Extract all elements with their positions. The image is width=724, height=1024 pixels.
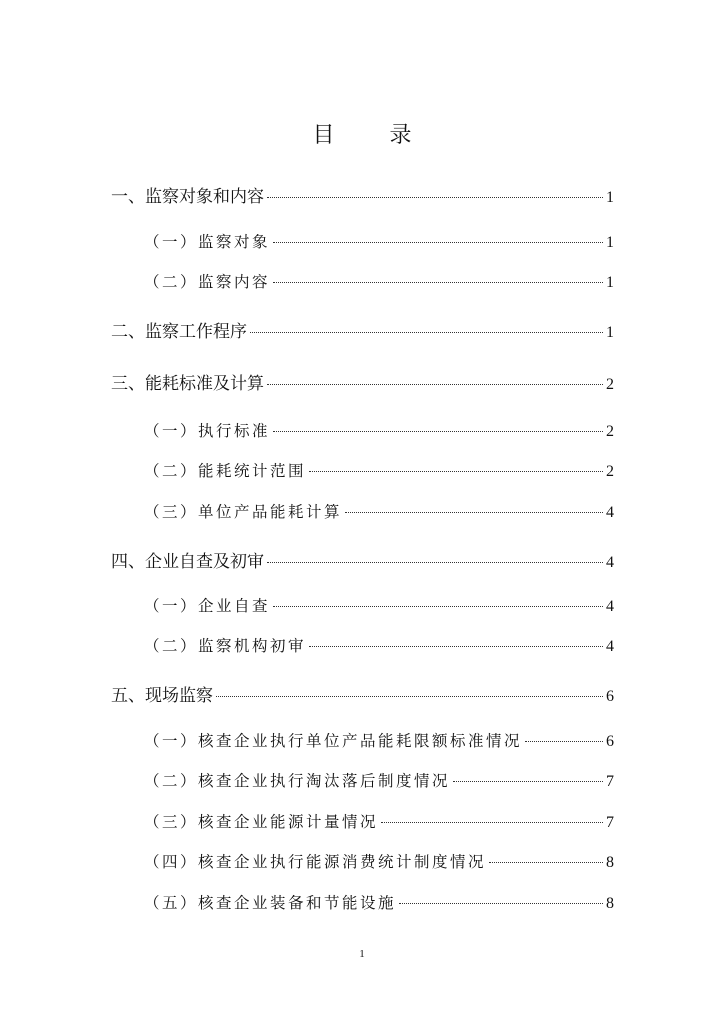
toc-entry-page: 1	[606, 234, 614, 251]
toc-entry-label: 四、企业自查及初审	[111, 552, 264, 572]
dot-leader	[381, 822, 603, 823]
toc-entry-5[interactable]	[111, 681, 614, 709]
toc-entry-3[interactable]	[111, 369, 614, 397]
toc-entry-label: （三）单位产品能耗计算	[144, 503, 343, 521]
dot-leader	[345, 512, 603, 513]
toc-entry-label: （一）企业自查	[144, 597, 271, 615]
dot-leader	[309, 646, 603, 647]
dot-leader	[250, 332, 603, 333]
dot-leader	[273, 431, 603, 432]
toc-entry-2[interactable]	[111, 317, 614, 345]
toc-entry-page: 4	[606, 598, 614, 615]
dot-leader	[399, 903, 603, 904]
dot-leader	[273, 282, 603, 283]
toc-entry-3-3[interactable]	[144, 500, 614, 528]
toc-entry-5-5[interactable]	[144, 891, 614, 919]
toc-entry-page: 4	[606, 638, 614, 655]
page-number-footer: 1	[359, 948, 365, 960]
toc-entry-page: 7	[606, 814, 614, 831]
toc-entry-label: （二）监察机构初审	[144, 637, 307, 655]
toc-entry-page: 2	[606, 423, 614, 440]
toc-entry-label: （二）监察内容	[144, 273, 271, 291]
toc-entry-1-2[interactable]	[144, 270, 614, 298]
toc-entry-5-4[interactable]	[144, 850, 614, 878]
toc-entry-page: 6	[606, 688, 614, 705]
toc-entry-label: （一）监察对象	[144, 233, 271, 251]
toc-entry-page: 1	[606, 274, 614, 291]
dot-leader	[273, 242, 603, 243]
toc-entry-label: （三）核查企业能源计量情况	[144, 813, 379, 831]
dot-leader	[267, 197, 603, 198]
toc-entry-label: （一）执行标准	[144, 422, 271, 440]
dot-leader	[216, 696, 603, 697]
toc-entry-5-1[interactable]	[144, 729, 614, 757]
toc-entry-page: 4	[606, 504, 614, 521]
dot-leader	[489, 862, 603, 863]
dot-leader	[309, 471, 603, 472]
toc-entry-page: 1	[606, 189, 614, 206]
toc-entry-label: （二）能耗统计范围	[144, 462, 307, 480]
toc-entry-label: （五）核查企业装备和节能设施	[144, 894, 397, 912]
toc-entry-label: 二、监察工作程序	[111, 322, 247, 342]
toc-entry-page: 1	[606, 324, 614, 341]
toc-entry-label: 三、能耗标准及计算	[111, 374, 264, 394]
dot-leader	[267, 384, 603, 385]
toc-entry-4-2[interactable]	[144, 634, 614, 662]
toc-entry-page: 7	[606, 773, 614, 790]
toc-entry-3-2[interactable]	[144, 459, 614, 487]
toc-entry-4-1[interactable]	[144, 594, 614, 622]
toc-entry-page: 8	[606, 854, 614, 871]
toc-entry-1-1[interactable]	[144, 230, 614, 258]
toc-entry-page: 8	[606, 895, 614, 912]
toc-entry-4[interactable]	[111, 547, 614, 575]
dot-leader	[273, 606, 603, 607]
toc-entry-label: 一、监察对象和内容	[111, 187, 264, 207]
toc-entry-1[interactable]	[111, 182, 614, 210]
toc-entry-label: （四）核查企业执行能源消费统计制度情况	[144, 853, 487, 871]
dot-leader	[453, 781, 603, 782]
toc-entry-label: （二）核查企业执行淘汰落后制度情况	[144, 772, 451, 790]
toc-entry-label: 五、现场监察	[111, 686, 213, 706]
toc-entry-page: 2	[606, 463, 614, 480]
toc-entry-page: 2	[606, 376, 614, 393]
toc-entry-3-1[interactable]	[144, 419, 614, 447]
toc-entry-5-3[interactable]	[144, 810, 614, 838]
toc-entry-page: 6	[606, 733, 614, 750]
toc-entry-label: （一）核查企业执行单位产品能耗限额标准情况	[144, 732, 523, 750]
toc-title: 目 录	[312, 123, 436, 148]
dot-leader	[525, 741, 603, 742]
toc-entry-page: 4	[606, 554, 614, 571]
dot-leader	[267, 562, 603, 563]
toc-entry-5-2[interactable]	[144, 769, 614, 797]
